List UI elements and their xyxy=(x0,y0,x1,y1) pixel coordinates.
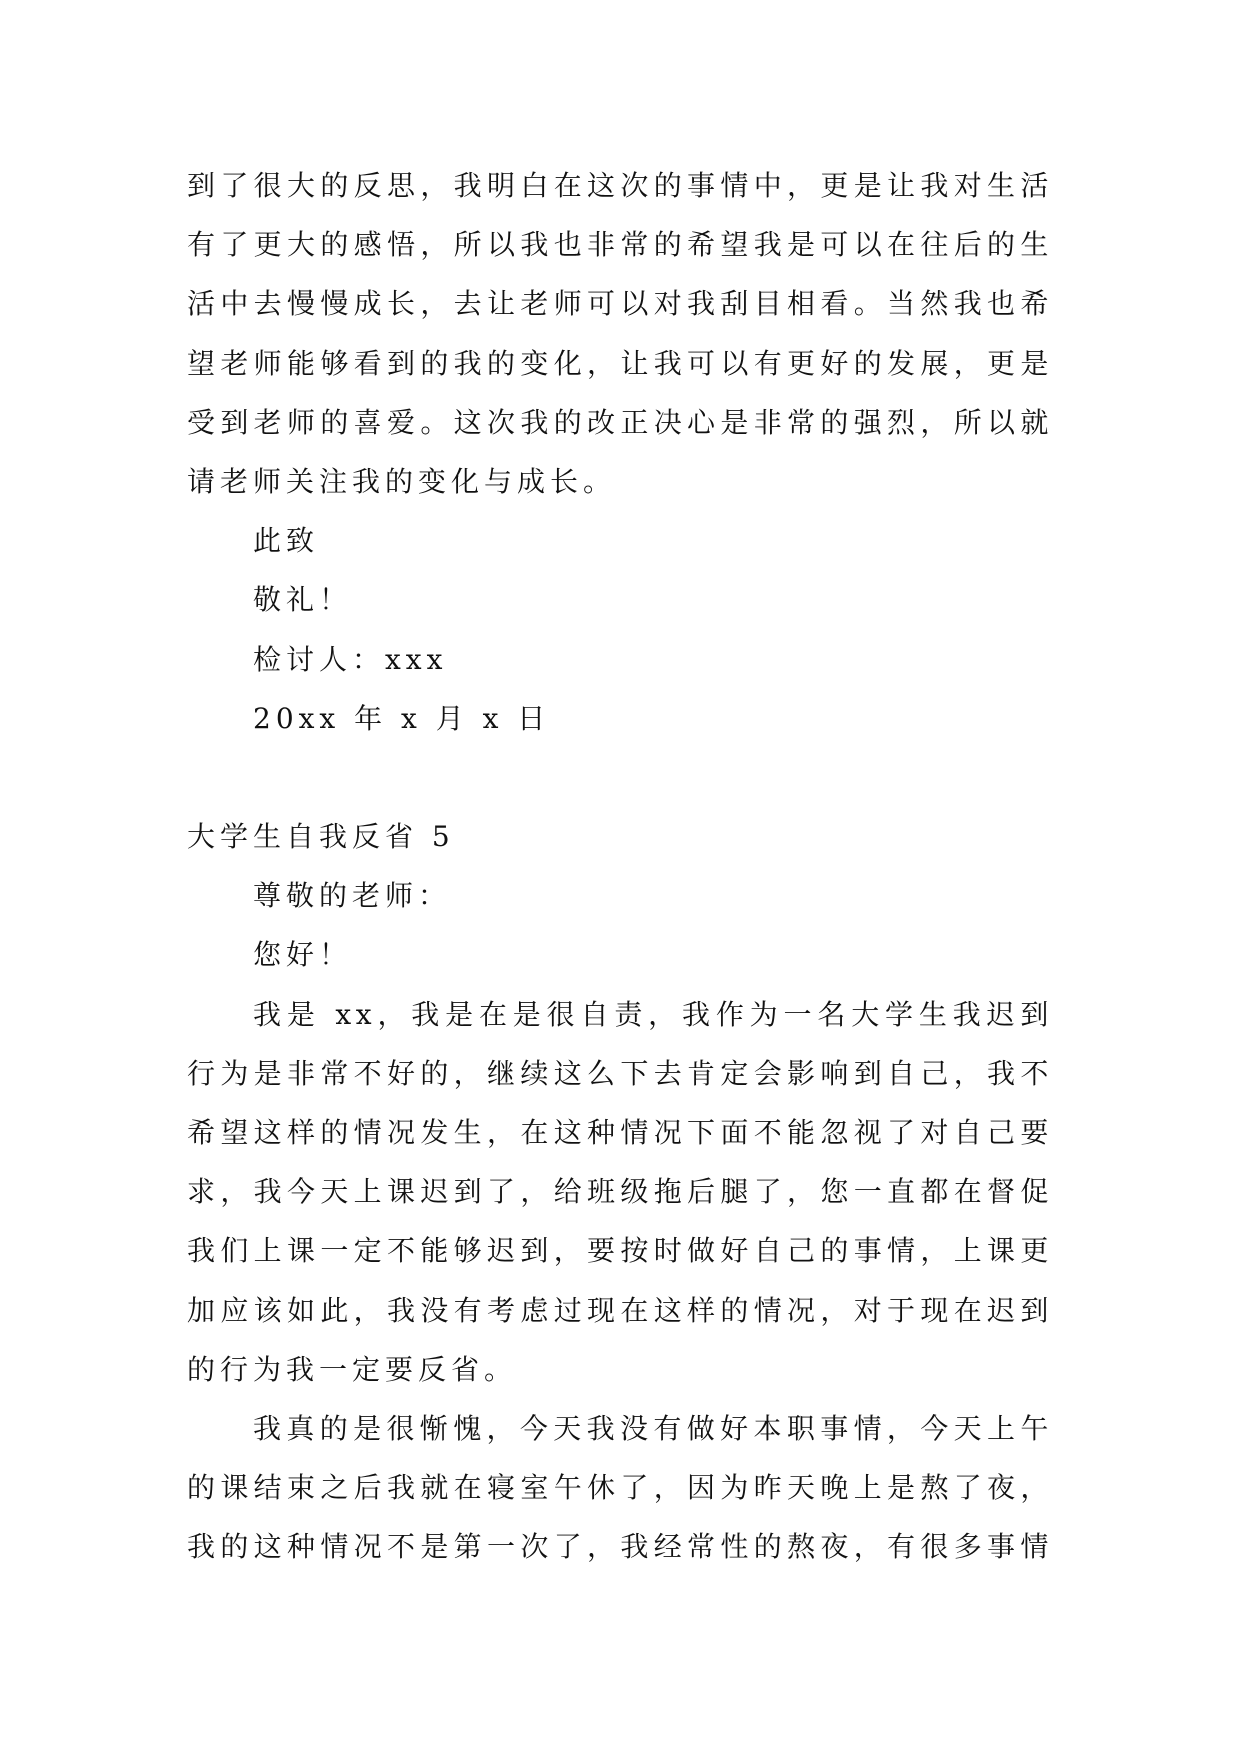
paragraph xyxy=(187,985,1053,1399)
body-line: 有了更大的感悟，所以我也非常的希望我是可以在往后的生 xyxy=(187,228,1053,262)
body-line: 到了很大的反思，我明白在这次的事情中，更是让我对生活 xyxy=(187,169,1053,202)
letter-date: 20xx 年 x 月 x 日 xyxy=(253,701,551,735)
paragraph-line: 我的这种情况不是第一次了，我经常性的熬夜，有很多事情 xyxy=(187,1530,1053,1564)
letter-closing: 此致 xyxy=(253,524,320,558)
paragraph-line: 的课结束之后我就在寝室午休了，因为昨天晚上是熬了夜， xyxy=(187,1471,1053,1505)
paragraph-line: 我真的是很惭愧，今天我没有做好本职事情，今天上午 xyxy=(253,1411,1053,1445)
body-line: 活中去慢慢成长，去让老师可以对我刮目相看。当然我也希 xyxy=(187,287,1053,321)
body-line: 请老师关注我的变化与成长。 xyxy=(187,464,617,498)
paragraph-line: 我是 xx，我是在是很自责，我作为一名大学生我迟到 xyxy=(253,997,1053,1031)
letter-salute: 敬礼！ xyxy=(253,583,353,617)
section-title: 大学生自我反省 5 xyxy=(187,820,455,854)
paragraph-line: 的行为我一定要反省。 xyxy=(187,1352,518,1386)
body-line: 受到老师的喜爱。这次我的改正决心是非常的强烈，所以就 xyxy=(187,405,1053,439)
paragraph-line: 我们上课一定不能够迟到，要按时做好自己的事情，上课更 xyxy=(187,1234,1053,1268)
paragraph-line: 求，我今天上课迟到了，给班级拖后腿了，您一直都在督促 xyxy=(187,1175,1053,1209)
letter-greeting: 您好！ xyxy=(253,938,353,972)
paragraph-line: 加应该如此，我没有考虑过现在这样的情况，对于现在迟到 xyxy=(187,1293,1053,1327)
document-body xyxy=(187,156,1053,1577)
paragraph xyxy=(187,1399,1053,1577)
letter-signature: 检讨人：xxx xyxy=(253,642,448,676)
body-line: 望老师能够看到的我的变化，让我可以有更好的发展，更是 xyxy=(187,346,1053,380)
letter-recipient: 尊敬的老师： xyxy=(253,879,452,913)
blank-line xyxy=(187,748,1053,807)
paragraph-line: 希望这样的情况发生，在这种情况下面不能忽视了对自己要 xyxy=(187,1116,1053,1149)
paragraph-line: 行为是非常不好的，继续这么下去肯定会影响到自己，我不 xyxy=(187,1056,1053,1090)
